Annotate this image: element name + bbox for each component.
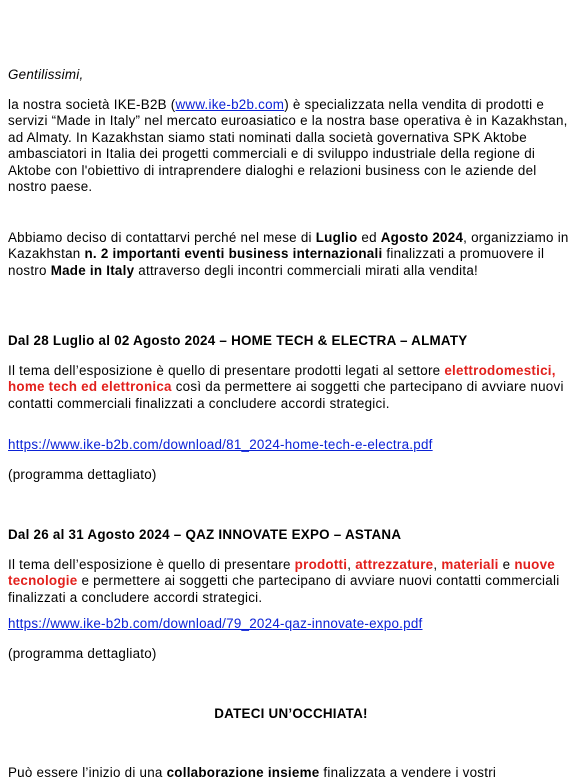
intro-paragraph: [8, 97, 574, 195]
decision-text: Abbiamo deciso di contattarvi perché nel mese di: [8, 230, 316, 245]
intro-text: la nostra società IKE-B2B (: [8, 97, 176, 112]
decision-bold: Luglio: [315, 230, 358, 245]
closing-text: Può essere l’inizio di una: [8, 765, 167, 780]
event2-title: Dal 26 al 31 Agosto 2024 – QAZ INNOVATE EXPO – ASTANA: [8, 527, 402, 542]
event2-description: [8, 557, 574, 606]
decision-text: ed: [357, 230, 381, 245]
event2-highlight: nuove tecnologie: [8, 557, 555, 589]
event1-title: Dal 28 Luglio al 02 Agosto 2024 – HOME TECH & ELECTRA – ALMATY: [8, 333, 468, 348]
decision-bold: Agosto 2024: [380, 230, 464, 245]
greeting: Gentilissimi,: [8, 67, 84, 82]
decision-text: attraverso degli incontri commerciali mirati alla vendita!: [134, 262, 479, 278]
event2-text: ,: [347, 557, 356, 572]
event1-text: Il tema dell’esposizione è quello di presentare prodotti legati al settore: [8, 363, 445, 378]
event1-highlight: elettrodomestici, home tech ed elettronica: [8, 363, 556, 395]
closing-text: finalizzata a vendere i vostri: [319, 765, 497, 780]
event2-text: ,: [433, 557, 442, 572]
decision-paragraph: [8, 230, 574, 279]
event2-text: Il tema dell’esposizione è quello di presentare: [8, 557, 295, 572]
closing-paragraph: [8, 765, 496, 781]
decision-text: finalizzati a promuovere il nostro: [8, 246, 545, 278]
event2-highlight: prodotti: [294, 557, 348, 572]
closing-bold: collaborazione insieme: [166, 765, 320, 780]
event2-highlight: attrezzature: [355, 557, 434, 572]
intro-text: ) è specializzata nella vendita di prodotti e servizi “Made in Italy” nel mercato euroasiatico e la nostra base operativa è in Kazakhstan, ad Almaty. In Kazakhstan siamo stati nominati dalla società governativa SPK Aktobe ambasciatori in Italia dei progetti commerciali e di sviluppo industriale della regione di Aktobe con l'obiettivo di intraprendere dialoghi e relazioni business con le aziende del nostro paese.: [8, 97, 568, 195]
call-to-action-heading: DATECI UN’OCCHIATA!: [214, 706, 368, 721]
event1-program-note: (programma dettagliato): [8, 467, 157, 482]
decision-text: , organizziamo in Kazakhstan: [8, 230, 569, 262]
event1-text: così da permettere ai soggetti che partecipano di avviare nuovi contatti commerciali finalizzati a concludere accordi strategici.: [8, 379, 564, 411]
event2-highlight: materiali: [441, 557, 499, 572]
event2-text: e: [498, 557, 515, 572]
event2-link-line: [8, 616, 423, 632]
event1-description: [8, 363, 574, 412]
event1-pdf-link[interactable]: https://www.ike-b2b.com/download/81_2024-home-tech-e-electra.pdf: [8, 437, 433, 452]
decision-bold: Made in Italy: [50, 262, 135, 278]
decision-bold: n. 2 importanti eventi business internazionali: [84, 246, 383, 262]
event2-program-note: (programma dettagliato): [8, 646, 157, 661]
event2-pdf-link[interactable]: https://www.ike-b2b.com/download/79_2024-qaz-innovate-expo.pdf: [8, 616, 423, 631]
company-website-link[interactable]: www.ike-b2b.com: [175, 97, 285, 112]
event1-link-line: [8, 437, 433, 453]
event2-text: e permettere ai soggetti che partecipano di avviare nuovi contatti commerciali finalizzati a concludere accordi strategici.: [8, 573, 560, 605]
